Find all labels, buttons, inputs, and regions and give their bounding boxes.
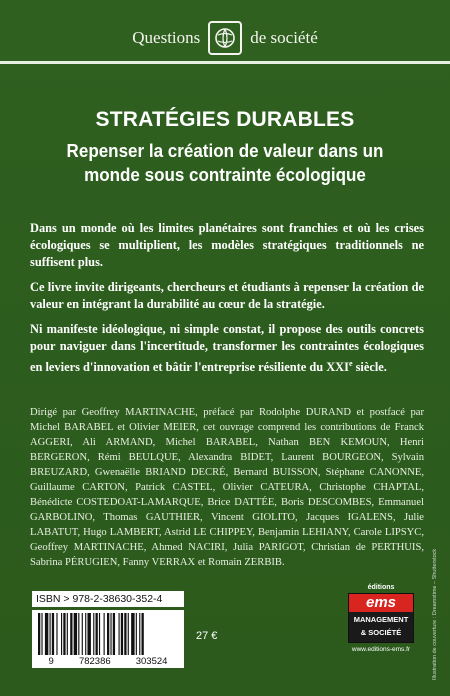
book-subtitle: Repenser la création de valeur dans un monde sous contrainte écologique (66, 140, 384, 185)
publisher-url: www.editions-ems.fr (351, 646, 411, 653)
publisher-line-2: & SOCIÉTÉ (360, 628, 402, 637)
cover-illustration-credit: Illustration de couverture : Dreamstime – Shutterstock (432, 548, 438, 680)
series-logo-icon (208, 21, 242, 55)
century-superscript: e (348, 359, 353, 368)
publisher-box (348, 593, 414, 643)
barcode-digit-group-2: 782386 (78, 656, 111, 667)
publisher-line-1: MANAGEMENT (353, 615, 409, 624)
blurb-paragraph-3-text: Ni manifeste idéologique, ni simple constat, il propose des outils concrets pour naviguer dans l'incertitude, transformer les contraintes écologiques en leviers d'innovation et bâtir l'entreprise résiliente du XXI (30, 322, 424, 375)
blurb-paragraph-1: Dans un monde où les limites planétaires sont franchies et où les crises écologiques se multiplient, les modèles stratégiques traditionnels ne suffisent plus. (30, 221, 424, 269)
barcode-digit-group-1: 9 (48, 656, 54, 667)
price-label: 27 € (196, 630, 218, 642)
book-title: STRATÉGIES DURABLES (95, 108, 355, 131)
series-name-right: de société (250, 28, 318, 47)
blurb-paragraph-2: Ce livre invite dirigeants, chercheurs et étudiants à repenser la création de valeur en intégrant la durabilité au cœur de la stratégie. (30, 280, 424, 311)
publisher-brand: ems (349, 594, 413, 612)
publisher-editions: éditions (367, 584, 395, 591)
isbn-label: ISBN > 978-2-38630-352-4 (32, 591, 184, 607)
book-blurb (30, 220, 424, 384)
barcode (32, 610, 184, 668)
barcode-digits (32, 656, 184, 667)
contributors-text: Dirigé par Geoffrey MARTINACHE, préfacé par Rodolphe DURAND et postfacé par Michel BARABEL et Olivier MEIER, cet ouvrage comprend les contributions de Franck AGGERI, Ali ARMAND, Michel BARABEL, Nathan BEN KEMOUN, Henri BERGERON, Rémi BEULQUE, Alexandra BIDET, Laurent BOURGEON, Sylvain BREUZARD, Gwenaëlle BRIAND DECRÉ, Bernard BUISSON, Stéphane CANONNE, Guillaume CARTON, Patrick CASTEL, Olivier CATEURA, Christophe CHAPTAL, Bénédicte COSTEDOAT-LAMARQUE, Brice DATTÉE, Boris DESCOMBES, Emmanuel GARBOLINO, Thomas GAUTHIER, Vincent GIOLITO, Jacques IGALENS, Julie LABATUT, Hugo LAMBERT, Astrid LE CHIPPEY, Benjamin LEHIANY, Carole LIPSYC, Geoffrey MARTINACHE, Ahmed NACIRI, Julia PARIGOT, Christian de PERTHUIS, Sabrina PÉRUGIEN, Fanny VERRAX et Romain ZERBIB. (30, 407, 424, 568)
series-header (0, 18, 450, 58)
barcode-digit-group-3: 303524 (135, 656, 168, 667)
barcode-bars (38, 613, 178, 655)
publisher-logo (348, 584, 414, 656)
blurb-paragraph-3-end: siècle. (352, 360, 387, 375)
series-divider (0, 61, 450, 64)
blurb-paragraph-3 (30, 321, 424, 376)
series-name-left: Questions (132, 28, 201, 47)
